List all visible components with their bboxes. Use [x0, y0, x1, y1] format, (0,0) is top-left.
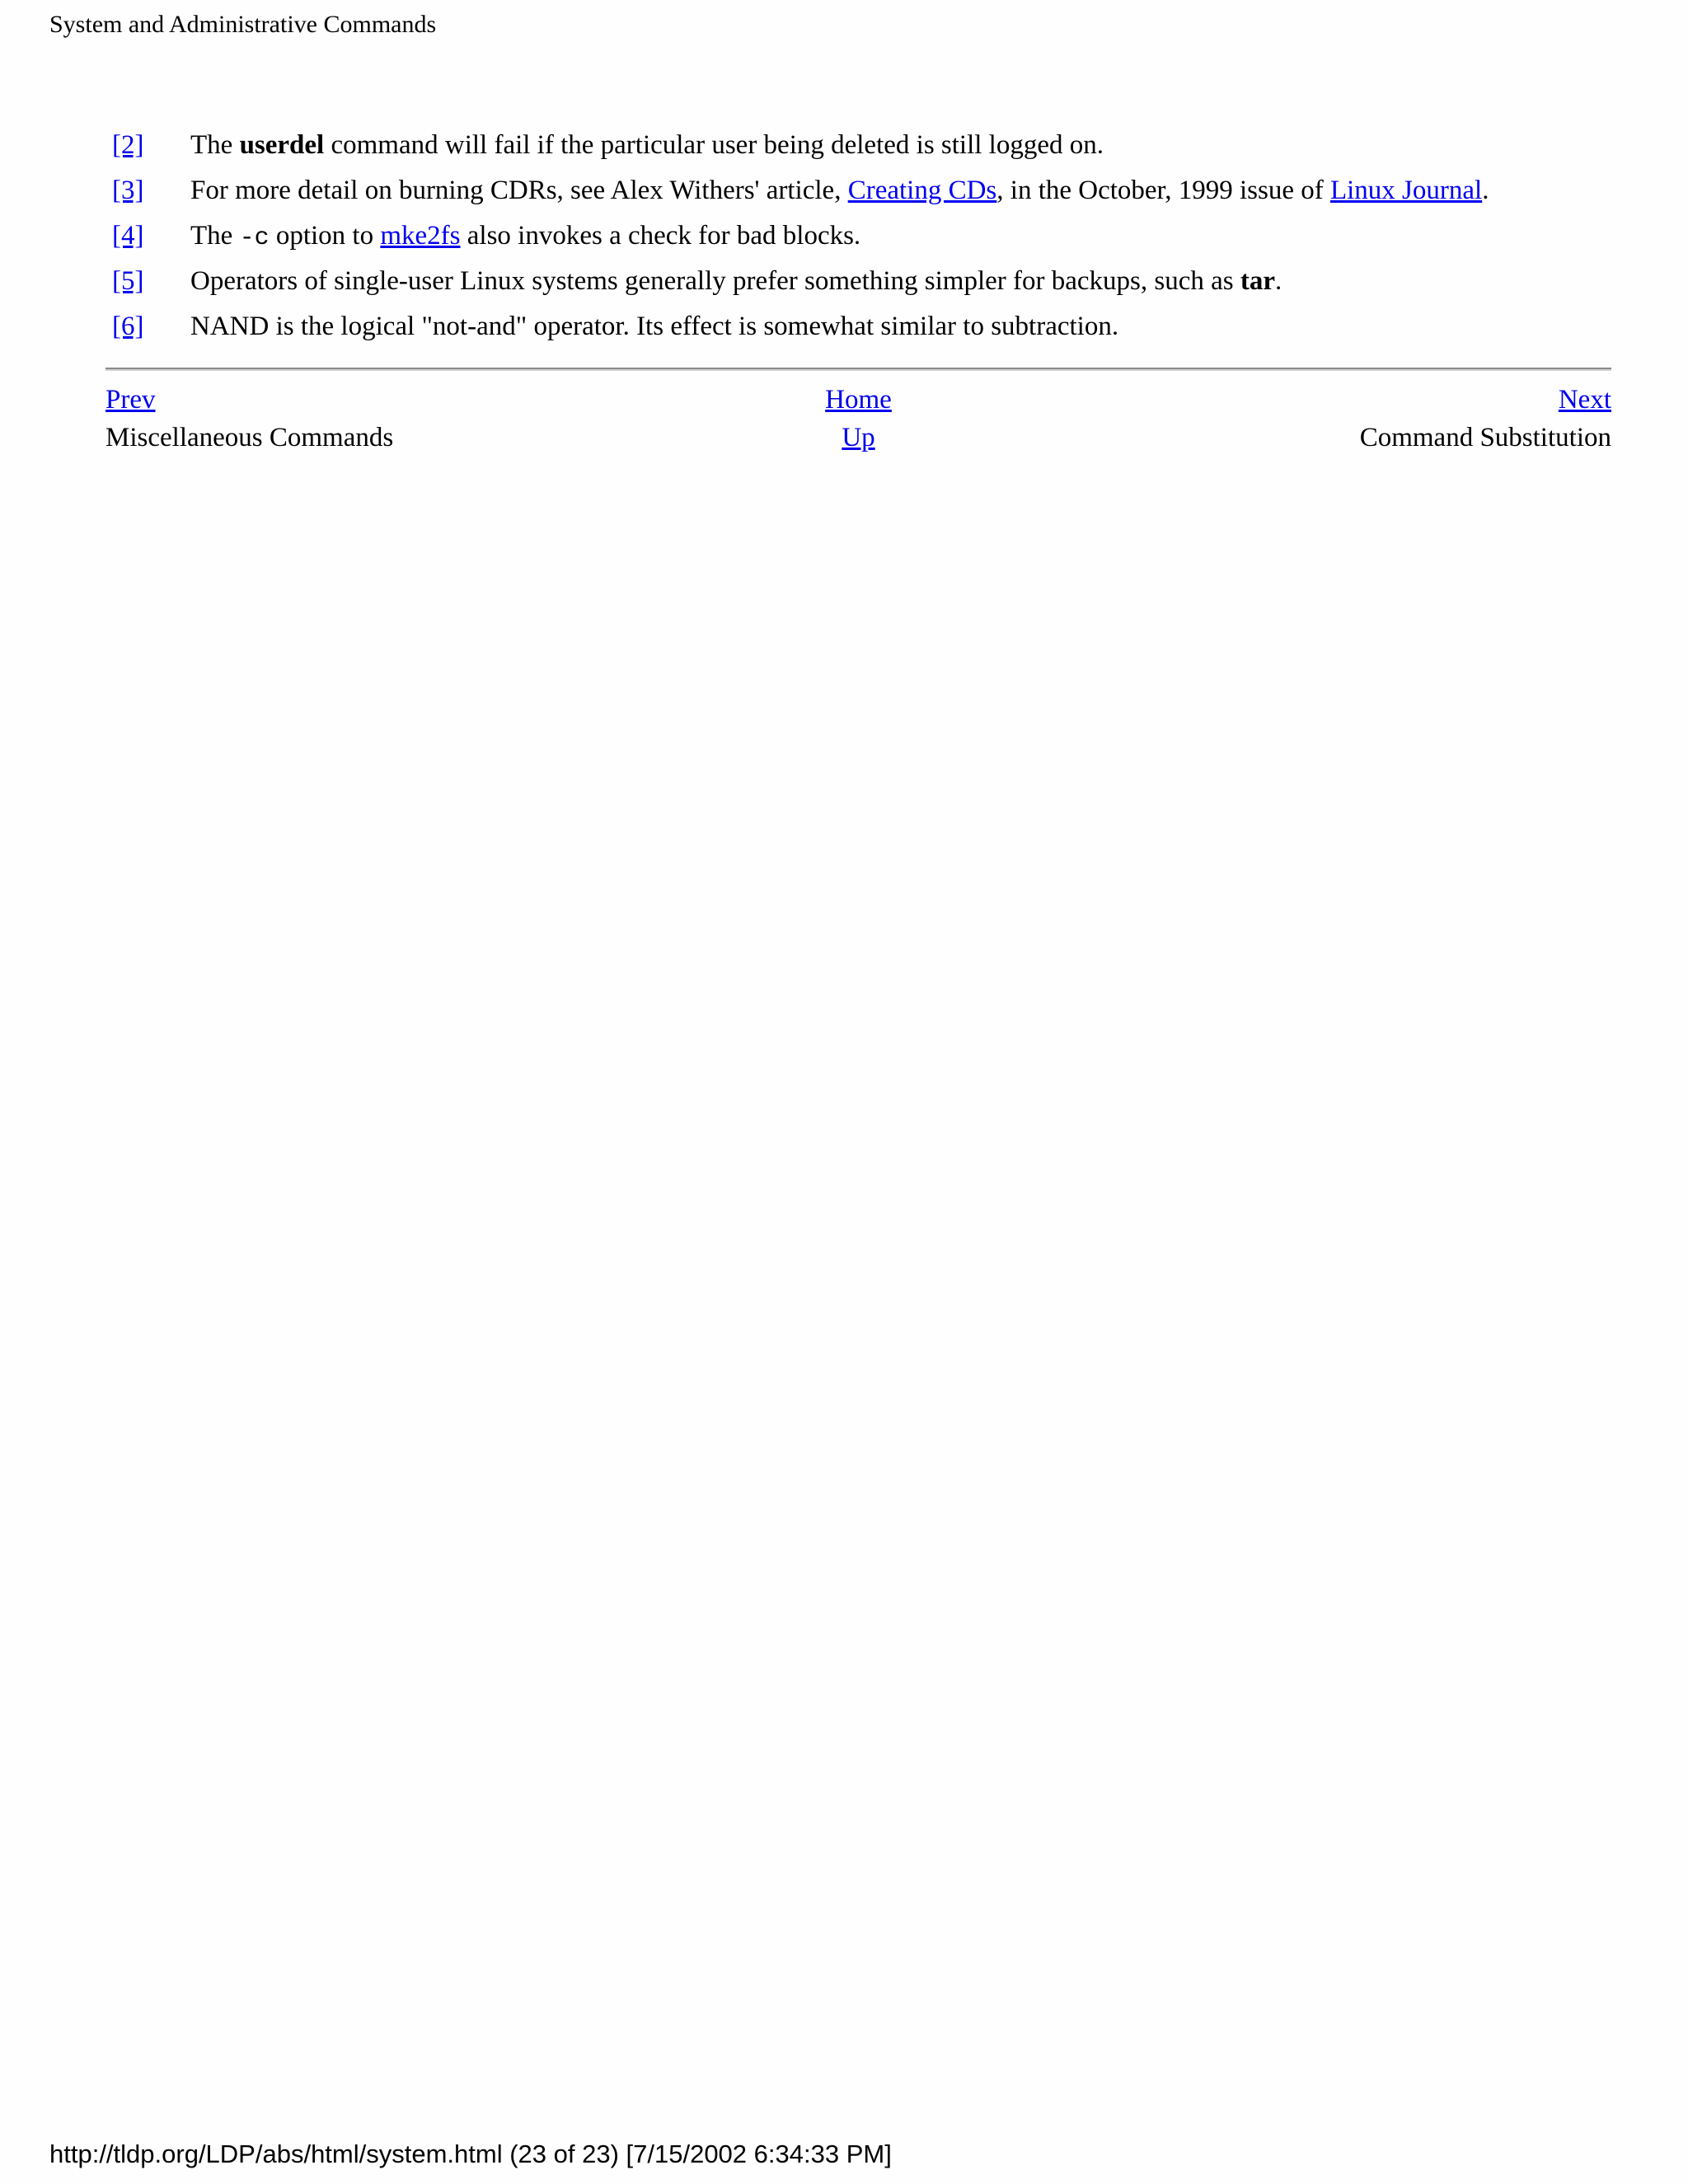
footnote-text-part: . [1274, 266, 1282, 296]
footnote-text: NAND is the logical "not-and" operator. Its effect is somewhat similar to subtraction. [190, 312, 1119, 341]
nav-row-titles [106, 419, 1611, 457]
footnote-text-part: For more detail on burning CDRs, see Alex Withers' article, [190, 176, 848, 205]
linux-journal-link[interactable]: Linux Journal [1329, 176, 1483, 205]
nav-center-cell [106, 381, 1611, 419]
footnote-number-link[interactable]: [4] [112, 221, 144, 251]
footnote-3 [106, 169, 1614, 214]
footnote-2 [106, 124, 1614, 169]
footnote-6 [106, 305, 1614, 350]
footnote-text-part: The [190, 221, 240, 251]
next-link[interactable]: Next [1558, 385, 1611, 415]
footnote-5 [106, 260, 1614, 305]
command-name: userdel [239, 130, 325, 160]
footnote-text-part: option to [269, 221, 381, 251]
creating-cds-link[interactable]: Creating CDs [847, 176, 997, 205]
mke2fs-link[interactable]: mke2fs [380, 221, 461, 251]
footnote-text-part: . [1482, 176, 1489, 205]
footnote-text [190, 260, 1282, 302]
next-page-title: Command Substitution [1359, 423, 1611, 452]
footnote-text-part: , in the October, 1999 issue of [996, 176, 1330, 205]
prev-link[interactable]: Prev [106, 385, 156, 415]
footnote-text-part: also invokes a check for bad blocks. [460, 221, 861, 251]
footnotes-list [106, 124, 1614, 350]
nav-row-links [106, 381, 1611, 419]
option-code: -c [239, 224, 270, 252]
footnote-text [190, 214, 860, 260]
footnote-number-link[interactable]: [5] [112, 266, 144, 296]
prev-page-title: Miscellaneous Commands [106, 423, 394, 452]
footnote-text [190, 124, 1104, 166]
footnote-text [190, 169, 1489, 212]
home-link[interactable]: Home [825, 385, 892, 415]
footnote-number-link[interactable]: [2] [112, 130, 144, 160]
footnote-4 [106, 214, 1614, 260]
footnote-number-link[interactable]: [3] [112, 176, 144, 205]
footnote-number-link[interactable]: [6] [112, 312, 144, 341]
up-link[interactable]: Up [842, 423, 875, 452]
page-header: System and Administrative Commands [49, 11, 437, 38]
footnote-text-part: The [190, 130, 240, 160]
footnote-text-part: command will fail if the particular user being deleted is still logged on. [324, 130, 1104, 160]
page-footer-url: http://tldp.org/LDP/abs/html/system.html (23 of 23) [7/15/2002 6:34:33 PM] [49, 2139, 892, 2168]
horizontal-rule [106, 368, 1611, 371]
footnote-text-part: Operators of single-user Linux systems generally prefer something simpler for backups, such as [190, 266, 1240, 296]
navigation-footer [106, 381, 1611, 457]
command-name: tar [1240, 266, 1275, 296]
